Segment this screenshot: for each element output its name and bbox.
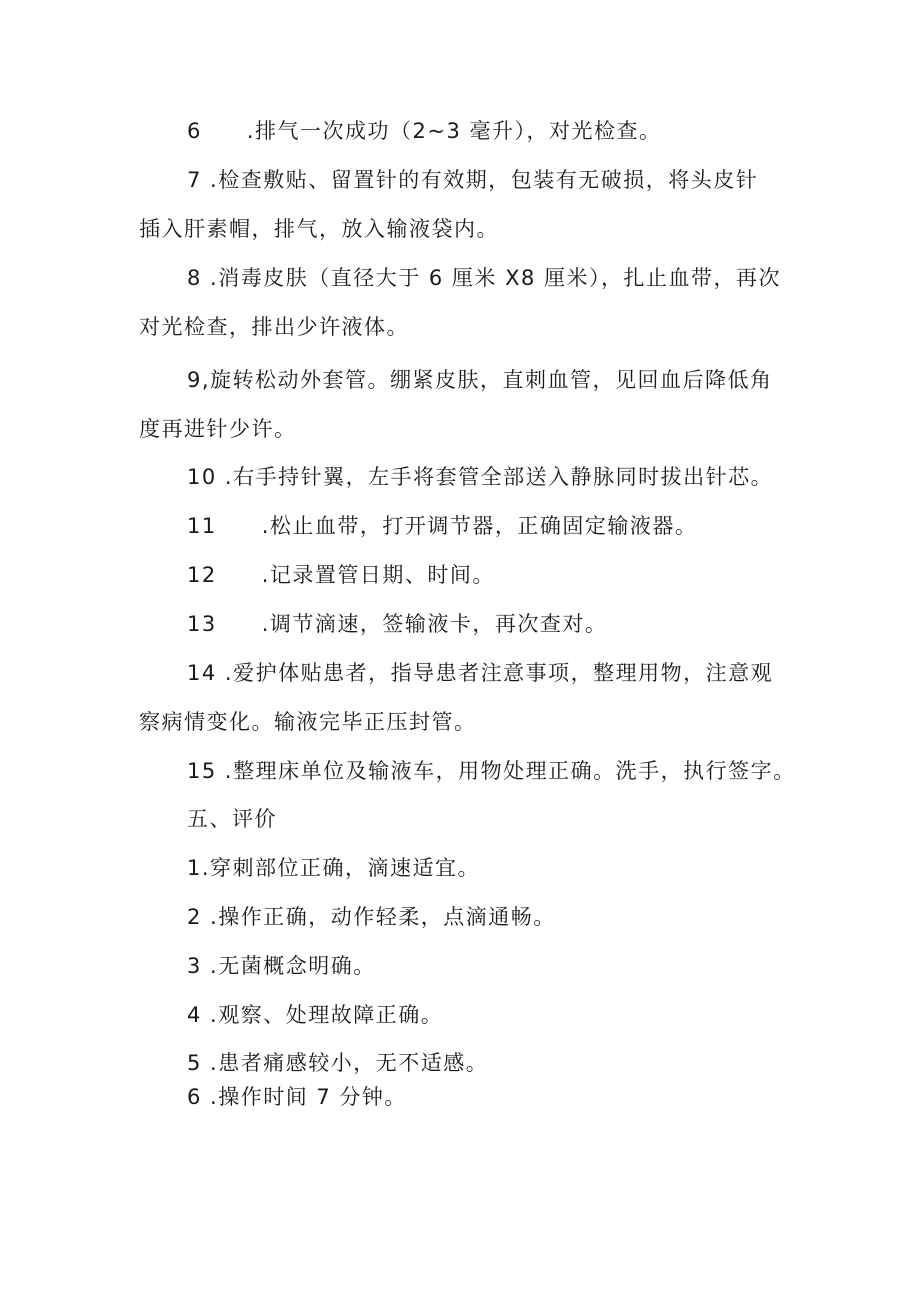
step-14-continuation: 察病情变化。输液完毕正压封管。 bbox=[139, 710, 477, 734]
step-10: 10 .右手持针翼，左手将套管全部送入静脉同时拔出针芯。 bbox=[187, 465, 774, 489]
section-heading-evaluation: 五、评价 bbox=[187, 807, 277, 831]
step-7-continuation: 插入肝素帽，排气，放入输液袋内。 bbox=[139, 217, 499, 241]
evaluation-item-3: 3 .无菌概念明确。 bbox=[187, 954, 376, 978]
step-12: 12 .记录置管日期、时间。 bbox=[187, 563, 495, 587]
step-8: 8 .消毒皮肤（直径大于 6 厘米 X8 厘米），扎止血带，再次 bbox=[187, 266, 782, 290]
step-14: 14 .爱护体贴患者，指导患者注意事项，整理用物，注意观 bbox=[187, 661, 774, 685]
step-13: 13 .调节滴速，签输液卡，再次查对。 bbox=[187, 612, 608, 636]
step-7: 7 .检查敷贴、留置针的有效期，包装有无破损，将头皮针 bbox=[187, 168, 759, 192]
step-9: 9,旋转松动外套管。绷紧皮肤，直刺血管，见回血后降低角 bbox=[187, 368, 773, 392]
step-9-continuation: 度再进针少许。 bbox=[139, 417, 297, 441]
evaluation-item-4: 4 .观察、处理故障正确。 bbox=[187, 1003, 444, 1027]
evaluation-item-2: 2 .操作正确，动作轻柔，点滴通畅。 bbox=[187, 905, 556, 929]
evaluation-item-5: 5 .患者痛感较小，无不适感。 bbox=[187, 1051, 489, 1075]
step-6: 6 .排气一次成功（2~3 毫升），对光检查。 bbox=[187, 119, 662, 143]
step-8-continuation: 对光检查，排出少许液体。 bbox=[139, 315, 409, 339]
step-11: 11 .松止血带，打开调节器，正确固定输液器。 bbox=[187, 514, 698, 538]
evaluation-item-1: 1.穿刺部位正确，滴速适宜。 bbox=[187, 856, 481, 880]
evaluation-item-6: 6 .操作时间 7 分钟。 bbox=[187, 1085, 407, 1109]
step-15: 15 .整理床单位及输液车，用物处理正确。洗手，执行签字。 bbox=[187, 759, 796, 783]
